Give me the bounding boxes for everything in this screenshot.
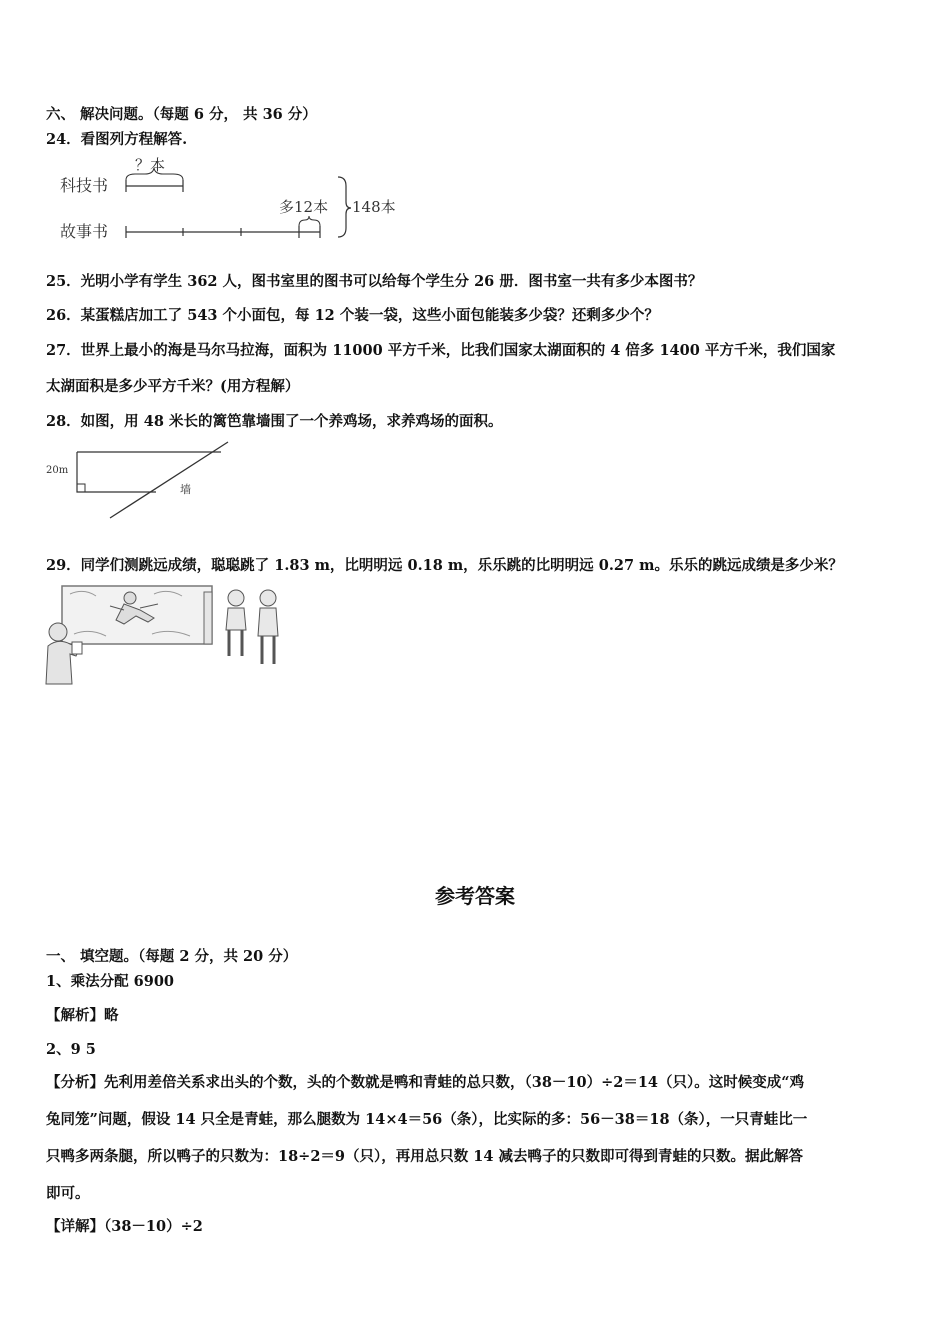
answer-2-analysis-line-2: 兔同笼”问题，假设 14 只全是青蛙，那么腿数为 14×4＝56（条），比实际的多：56－38＝18（条），一只青蛙比一 [46, 1111, 808, 1128]
wall-line [110, 442, 228, 518]
more-amount-label: 多12本 [279, 198, 329, 216]
right-angle-mark [77, 484, 85, 492]
question-28: 28．如图，用 48 米长的篱笆靠墙围了一个养鸡场，求养鸡场的面积。 [46, 413, 503, 430]
section-heading: 六、 解决问题。（每题 6 分， 共 36 分） [46, 106, 317, 123]
answer-2-detail: 【详解】（38－10）÷2 [46, 1218, 203, 1235]
answer-2: 2、9 5 [46, 1041, 96, 1058]
fence-outline [77, 452, 221, 492]
answer-1-analysis: 【解析】略 [46, 1007, 119, 1024]
more-brace [299, 216, 320, 226]
segment-diagram-figure [55, 150, 415, 245]
question-26: 26．某蛋糕店加工了 543 个小面包，每 12 个装一袋，这些小面包能装多少袋？还剩多少个？ [46, 307, 659, 324]
story-books-label: 故事书 [60, 222, 109, 241]
question-24: 24．看图列方程解答. [46, 131, 188, 148]
question-27-line-1: 27．世界上最小的海是马尔马拉海，面积为 11000 平方千米，比我们国家太湖面积的 4 倍多 1400 平方千米，我们国家 [46, 342, 836, 359]
side-length-label: 20m [46, 465, 69, 476]
answer-2-analysis-line-4: 即可。 [46, 1185, 90, 1202]
standing-girl [226, 590, 246, 656]
wall-label: 墙 [180, 483, 191, 496]
question-25: 25．光明小学有学生 362 人，图书室里的图书可以给每个学生分 26 册．图书室一共有多少本图书？ [46, 273, 703, 290]
question-27-line-2: 太湖面积是多少平方千米？(用方程解） [46, 378, 300, 395]
total-label: 148本 [352, 198, 396, 216]
science-books-label: 科技书 [60, 176, 109, 195]
answer-1: 1、乘法分配 6900 [46, 973, 174, 990]
answer-2-analysis-line-3: 只鸭多两条腿，所以鸭子的只数为：18÷2＝9（只），再用总只数 14 减去鸭子的只数即可得到青蛙的只数。据此解答 [46, 1148, 804, 1165]
measure-post [204, 592, 212, 644]
answer-2-analysis-line-1: 【分析】先利用差倍关系求出头的个数，头的个数就是鸭和青蛙的总只数，（38－10）÷2＝14（只）。这时候变成“鸡 [46, 1074, 805, 1091]
chicken-yard-figure [44, 440, 234, 522]
long-jump-illustration [44, 580, 284, 692]
question-29: 29．同学们测跳远成绩，聪聪跳了 1.83 m，比明明远 0.18 m，乐乐跳的比明明远 0.27 m。乐乐的跳远成绩是多少米？ [46, 557, 843, 574]
answers-title: 参考答案 [435, 884, 515, 908]
standing-boy [258, 590, 278, 664]
total-brace [338, 177, 351, 237]
unknown-amount-label: ？本 [135, 156, 166, 174]
answers-section-heading: 一、 填空题。（每题 2 分，共 20 分） [46, 948, 298, 965]
